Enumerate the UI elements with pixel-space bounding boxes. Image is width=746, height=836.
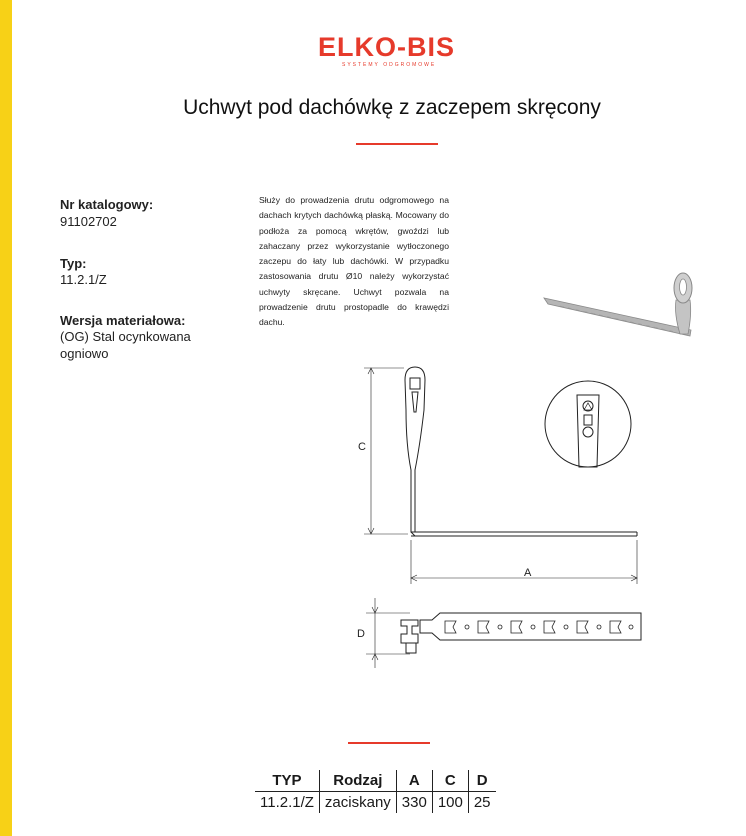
top-view [366, 598, 641, 668]
spec-table [255, 770, 496, 813]
type-label: Typ: [60, 256, 87, 271]
header-a: A [396, 770, 432, 792]
material-label: Wersja materiałowa: [60, 313, 186, 328]
spec-table-header-row [255, 770, 496, 792]
header-typ: TYP [255, 770, 319, 792]
front-view [364, 367, 637, 584]
table-separator-line [348, 742, 430, 744]
spec-table-row [255, 792, 496, 814]
cell-rodzaj: zaciskany [319, 792, 396, 814]
catalog-label: Nr katalogowy: [60, 197, 154, 212]
cell-c: 100 [432, 792, 468, 814]
material-value: (OG) Stal ocynkowana ogniowo [60, 329, 191, 361]
product-photo [544, 273, 692, 336]
cell-a: 330 [396, 792, 432, 814]
header-c: C [432, 770, 468, 792]
dimension-c-label: C [358, 441, 366, 453]
logo-text: ELKO-BIS [318, 32, 456, 62]
cell-d: 25 [468, 792, 495, 814]
type-value: 11.2.1/Z [60, 272, 107, 287]
dimension-a-label: A [524, 567, 532, 579]
cell-typ: 11.2.1/Z [260, 794, 314, 811]
header-rodzaj: Rodzaj [319, 770, 396, 792]
catalog-value: 91102702 [60, 214, 117, 229]
header-d: D [468, 770, 495, 792]
page-title: Uchwyt pod dachówkę z zaczepem skręcony [183, 96, 601, 119]
dimension-d-label: D [357, 628, 365, 640]
detail-circle [545, 381, 631, 467]
logo-tagline: SYSTEMY ODGROMOWE [342, 62, 437, 68]
product-description: Służy do prowadzenia drutu odgromowego na dachach krytych dachówką płaską. Mocowany do podłoża za pomocą wkrętów, gwoździ lub zahaczany przez wykorzystanie wytłoczonego zaczepu do łaty lub dachówki. W przypadku zastosowania drutu Ø10 należy wykorzystać uchwyty skręcane. Uchwyt pozwala na prowadzenie drutu prostopadle do krawędzi dachu. [259, 195, 449, 328]
